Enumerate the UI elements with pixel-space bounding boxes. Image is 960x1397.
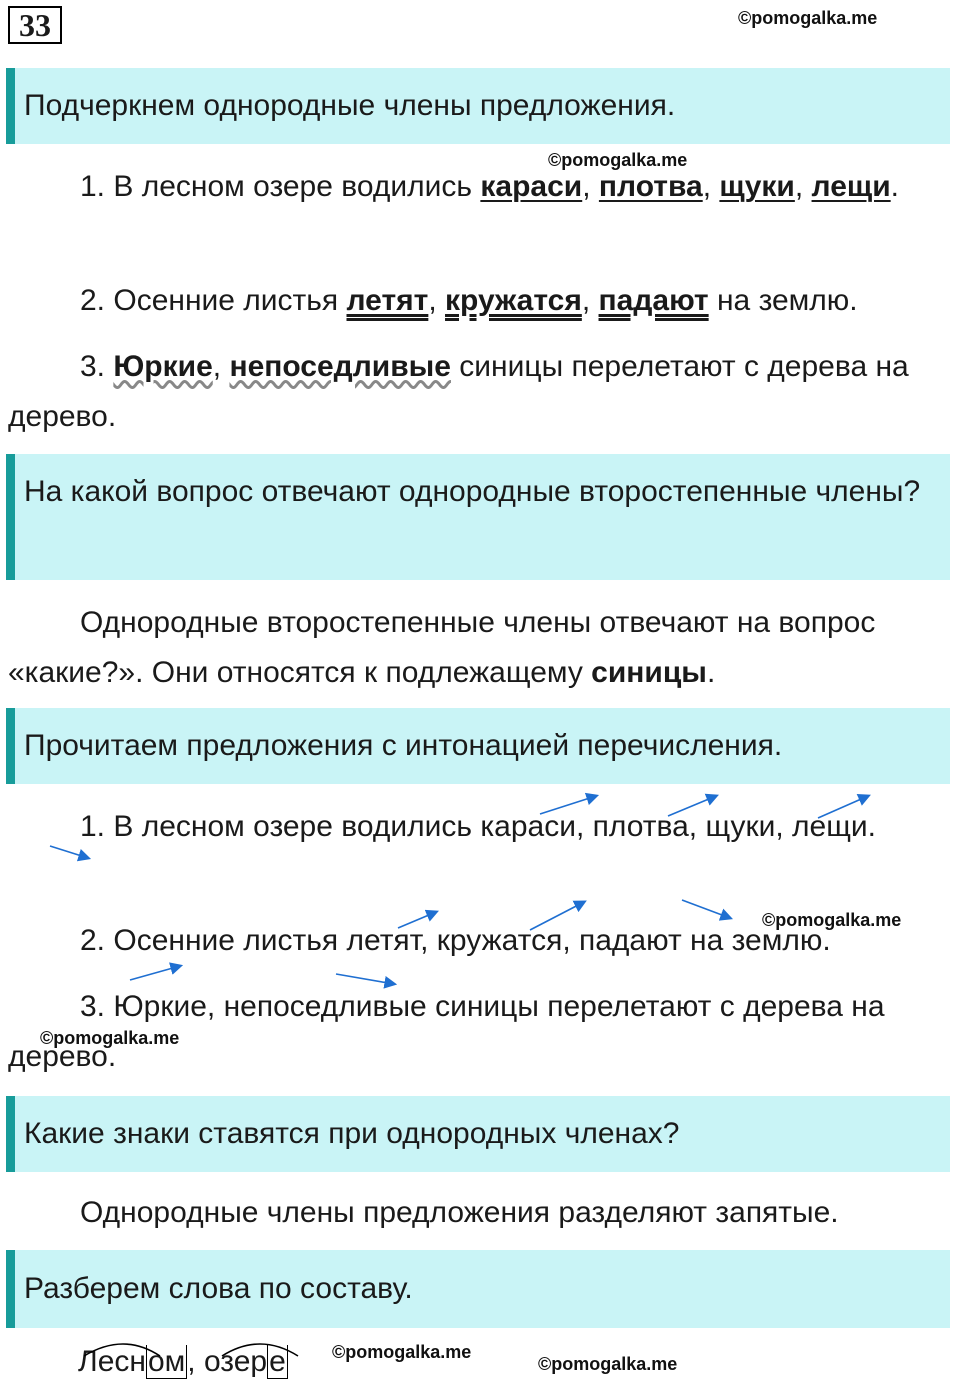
question-text: Разберем слова по составу. bbox=[24, 1272, 413, 1305]
text: на землю. bbox=[708, 284, 858, 317]
text: 2. Осенние листья bbox=[80, 284, 347, 317]
answer-4: Однородные члены предложения разделяют запятые. bbox=[80, 1196, 839, 1229]
rising-arrow bbox=[130, 966, 180, 980]
rising-arrow bbox=[398, 912, 436, 928]
homogeneous-word: падают bbox=[598, 284, 709, 317]
question-text: Какие знаки ставятся при однородных членах? bbox=[24, 1117, 680, 1150]
morpheme-analysis: Лесном, озере bbox=[78, 1345, 286, 1378]
text: синицы перелетают с дерева на дерево. bbox=[8, 350, 909, 433]
homogeneous-word: летят bbox=[346, 284, 429, 317]
homogeneous-word: караси bbox=[480, 170, 583, 203]
intonation-sentence-2: 2. Осенние листья летят, кружатся, падают на землю. bbox=[80, 924, 831, 957]
subject-word: синицы bbox=[591, 656, 707, 689]
watermark: ©pomogalka.me bbox=[40, 1028, 180, 1048]
watermark: ©pomogalka.me bbox=[738, 8, 878, 28]
rising-arrow bbox=[668, 796, 716, 816]
watermark: ©pomogalka.me bbox=[548, 150, 688, 170]
word-root: озер bbox=[203, 1345, 268, 1378]
intonation-sentence-3: 3. Юркие, непоседливые синицы перелетают с дерева на дерево. bbox=[8, 990, 885, 1073]
homogeneous-word: Юркие bbox=[113, 350, 213, 383]
falling-arrow bbox=[682, 900, 730, 918]
question-text: На какой вопрос отвечают однородные второстепенные члены? bbox=[24, 475, 921, 508]
word-ending: ом bbox=[147, 1345, 186, 1378]
root-arc bbox=[84, 1344, 160, 1356]
answer-2: Однородные второстепенные члены отвечают на вопрос «какие?». Они относятся к подлежащему синицы. bbox=[8, 606, 876, 689]
text: 3. bbox=[80, 350, 114, 383]
exercise-number: 33 bbox=[8, 6, 62, 44]
intonation-sentence-1: 1. В лесном озере водились караси, плотва, щуки, лещи. bbox=[80, 810, 876, 843]
homogeneous-word: кружатся bbox=[445, 284, 582, 317]
falling-arrow bbox=[50, 846, 88, 858]
question-text: Подчеркнем однородные члены предложения. bbox=[24, 89, 676, 122]
watermark: ©pomogalka.me bbox=[332, 1342, 472, 1362]
question-banner-5 bbox=[6, 1250, 950, 1328]
sentence-2: 2. Осенние листья летят, кружатся, падают на землю. bbox=[80, 284, 858, 317]
question-text: Прочитаем предложения с интонацией перечисления. bbox=[24, 729, 783, 762]
question-banner-4 bbox=[6, 1096, 950, 1172]
word-ending: е bbox=[269, 1345, 286, 1378]
rising-arrow bbox=[540, 796, 596, 814]
sentence-3: 3. Юркие, непоседливые синицы перелетают с дерева на дерево. bbox=[8, 350, 909, 433]
homogeneous-word: непоседливые bbox=[229, 350, 451, 383]
root-arcs bbox=[0, 1330, 340, 1360]
rising-arrow bbox=[530, 902, 584, 930]
root-arc bbox=[222, 1344, 298, 1356]
rising-arrow bbox=[818, 796, 868, 818]
text: Однородные второстепенные члены отвечают на вопрос «какие?». Они относятся к подлежащему bbox=[8, 606, 876, 689]
homogeneous-word: щуки bbox=[719, 170, 795, 203]
falling-arrow bbox=[336, 974, 394, 984]
homogeneous-word: плотва bbox=[598, 170, 703, 203]
word-root: Лесн bbox=[78, 1345, 146, 1378]
watermark: ©pomogalka.me bbox=[538, 1354, 678, 1374]
sentence-1: 1. В лесном озере водились караси, плотва, щуки, лещи. bbox=[80, 170, 899, 203]
homogeneous-word: лещи bbox=[811, 170, 891, 203]
watermark: ©pomogalka.me bbox=[762, 910, 902, 930]
text: 1. В лесном озере водились bbox=[80, 170, 481, 203]
